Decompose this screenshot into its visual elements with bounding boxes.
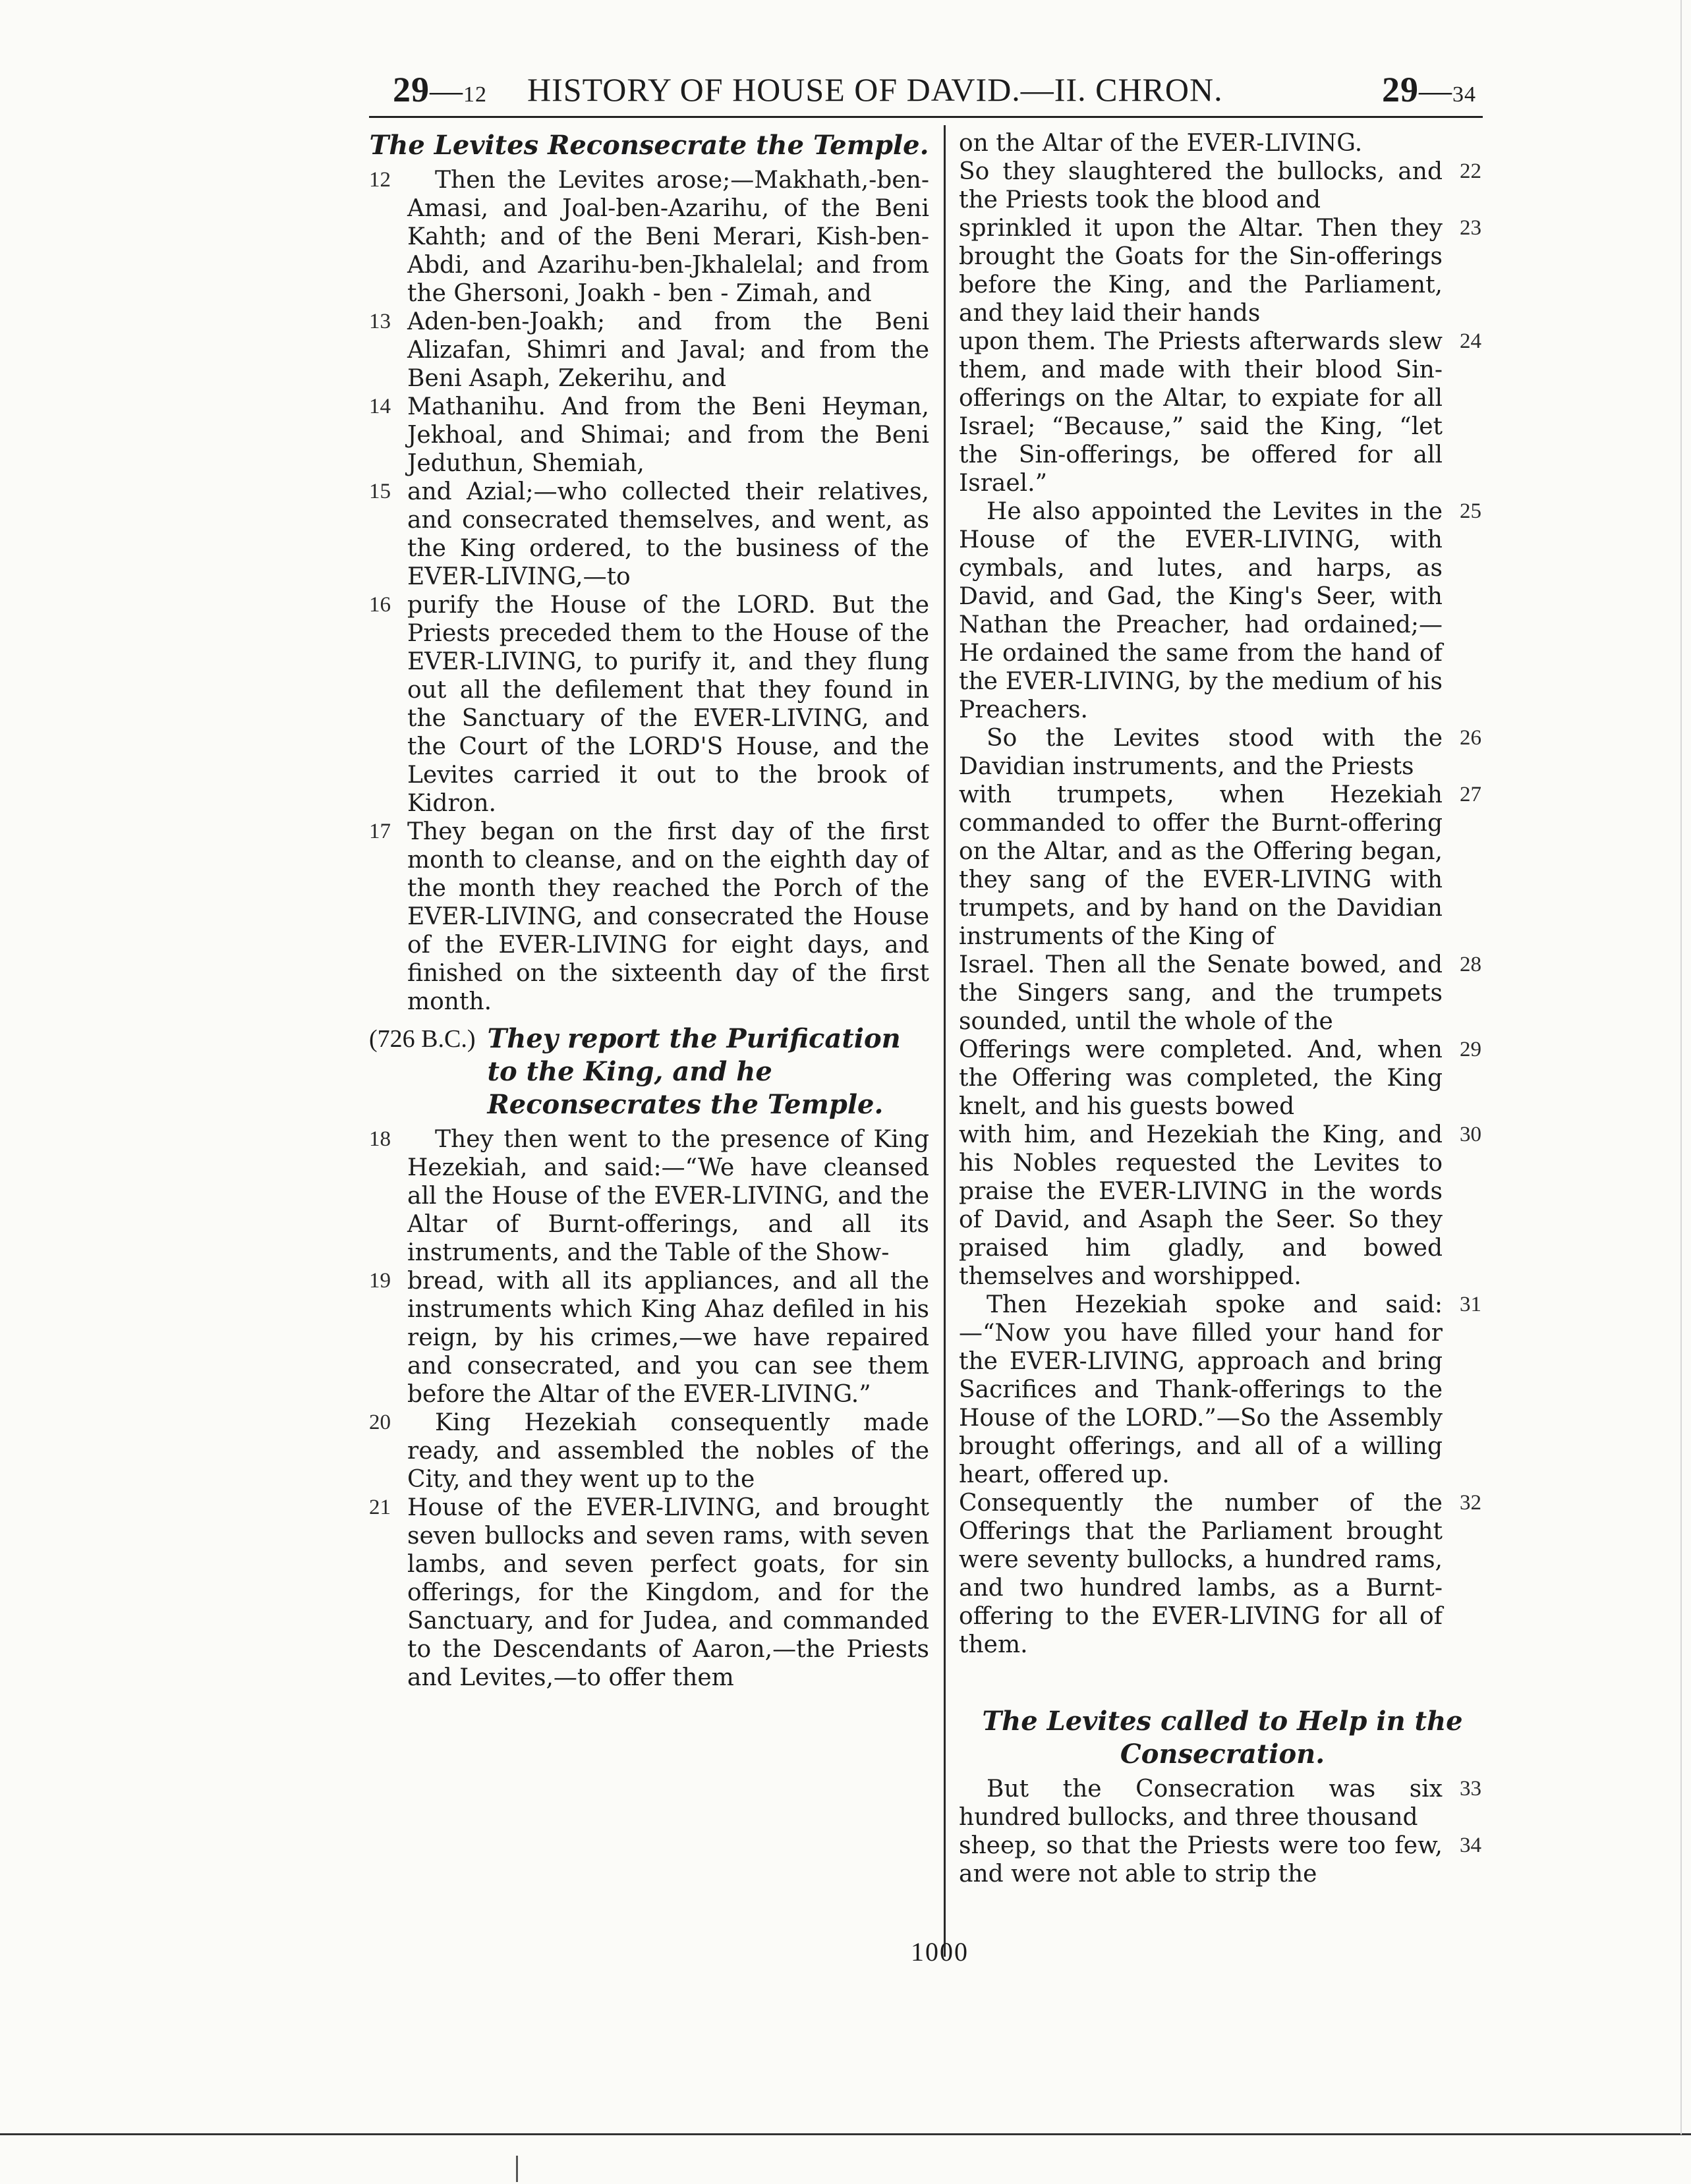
- header-end-ref: 29—34: [1382, 70, 1476, 109]
- verse-text: Then the Levites arose;—Makhath,-ben-Amasi, and Joal-ben-Azarihu, of the Beni Kahth; and of the Beni Merari, Kish-ben-Abdi, and Azarihu-ben-Jkhalelal; and from the Ghersoni, Joakh - ben - Zimah, and: [407, 167, 929, 307]
- verse: [369, 1494, 929, 1692]
- verse-text: with trumpets, when Hezekiah commanded to offer the Burnt-offering on the Altar, and as the Offering began, they sang of the EVER-LIVING with trumpets, and by hand on the Davidian instruments of the King of: [959, 781, 1443, 950]
- header-chapter-end: 29: [1382, 70, 1419, 109]
- verse: [959, 1489, 1486, 1659]
- section-heading-levites-reconsecrate: The Levites Reconsecrate the Temple.: [369, 130, 929, 161]
- verse-text: Offerings were completed. And, when the Offering was completed, the King knelt, and his guests bowed: [959, 1036, 1443, 1120]
- verse: [959, 214, 1486, 327]
- verse-text: upon them. The Priests afterwards slew them, and made with their blood Sin-offerings on the Altar, to expiate for all Israel; “Because,” said the King, “let the Sin-offerings, be offered for all Israel.”: [959, 328, 1443, 497]
- verse-number: 19: [369, 1269, 391, 1293]
- verse: [369, 1267, 929, 1409]
- verse: [369, 308, 929, 393]
- verse: [959, 951, 1486, 1036]
- verse-text: purify the House of the LORD. But the Priests preceded them to the House of the EVER-LIVING, to purify it, and they flung out all the defilement that they found in the Sanctuary of the EVER-LIVING, and the Court of the LORD'S House, and the Levites carried it out to the brook of Kidron.: [407, 592, 929, 817]
- section-heading-purification: [369, 1022, 929, 1121]
- heading-year: (726 B.C.): [369, 1025, 476, 1053]
- verse-number: 14: [369, 395, 391, 418]
- verse-text: So the Levites stood with the Davidian instruments, and the Priests: [959, 725, 1443, 780]
- verse: [959, 497, 1486, 724]
- verse: [959, 1121, 1486, 1291]
- verse-number: 32: [1460, 1491, 1481, 1515]
- verse-text: King Hezekiah consequently made ready, and assembled the nobles of the City, and they went up to the: [407, 1409, 929, 1493]
- right-column: [959, 129, 1486, 1961]
- verse: [369, 1125, 929, 1267]
- verse-number: 29: [1460, 1038, 1481, 1061]
- column-divider: [944, 125, 946, 1957]
- verse-number: 18: [369, 1127, 391, 1151]
- heading-text: They report the Purification to the King, and he Reconsecrates the Temple.: [487, 1023, 901, 1120]
- page-edge-line: [1680, 0, 1682, 2135]
- verse-text: Israel. Then all the Senate bowed, and the Singers sang, and the trumpets sounded, until the whole of the: [959, 951, 1443, 1035]
- verse-text: Consequently the number of the Offerings that the Parliament brought were seventy bullocks, a hundred rams, and two hundred lambs, as a Burnt-offering to the EVER-LIVING for all of them.: [959, 1490, 1443, 1658]
- scan-edge-rule: [0, 2133, 1691, 2135]
- verse-number: 26: [1460, 726, 1481, 750]
- verse-number: 21: [369, 1496, 391, 1519]
- verse-number: 27: [1460, 783, 1481, 806]
- verse-text: Mathanihu. And from the Beni Heyman, Jekhoal, and Shimai; and from the Beni Jeduthun, Shemiah,: [407, 393, 929, 477]
- verse-text: They then went to the presence of King Hezekiah, and said:—“We have cleansed all the House of the EVER-LIVING, and the Altar of Burnt-offerings, and all its instruments, and the Table of the Show-: [407, 1126, 929, 1266]
- verse-number: 13: [369, 310, 391, 333]
- verse: [369, 478, 929, 591]
- header-verse-end: 34: [1452, 82, 1476, 107]
- verse: [959, 1832, 1486, 1888]
- verse-text: sprinkled it upon the Altar. Then they brought the Goats for the Sin-offerings before the King, and the Parliament, and they laid their hands: [959, 215, 1443, 327]
- scan-mark: [516, 2156, 518, 2182]
- verse: [959, 1775, 1486, 1832]
- page-number: 1000: [911, 1937, 969, 1967]
- verse: [959, 781, 1486, 951]
- verse: [959, 724, 1486, 781]
- verse-number: 30: [1460, 1123, 1481, 1146]
- verse: [369, 818, 929, 1016]
- verse: [369, 166, 929, 308]
- verse-number: 12: [369, 168, 391, 192]
- verse-text: They began on the first day of the first month to cleanse, and on the eighth day of the month they reached the Porch of the EVER-LIVING, and consecrated the House of the EVER-LIVING for eight days, and finished on the sixteenth day of the first month.: [407, 818, 929, 1015]
- verse-text: bread, with all its appliances, and all the instruments which King Ahaz defiled in his reign, by his crimes,—we have repaired and consecrated, and you can see them before the Altar of the EVER-LIVING.”: [407, 1268, 929, 1408]
- verse: [959, 157, 1486, 214]
- verse-text: Then Hezekiah spoke and said:—“Now you have filled your hand for the EVER-LIVING, approach and bring Sacrifices and Thank-offerings to the House of the LORD.”—So the Assembly brought offerings, and all of a willing heart, offered up.: [959, 1291, 1443, 1488]
- verse-text: and Azial;—who collected their relatives, and consecrated themselves, and went, as the King ordered, to the business of the EVER-LIVING,—to: [407, 478, 929, 590]
- verse-number: 20: [369, 1411, 391, 1434]
- verse-number: 22: [1460, 159, 1481, 183]
- left-column: [369, 129, 929, 1961]
- verse-text: But the Consecration was six hundred bullocks, and three thousand: [959, 1776, 1443, 1831]
- verse: [959, 129, 1486, 157]
- verse: [369, 1409, 929, 1494]
- verse-number: 17: [369, 820, 391, 843]
- verse-text: on the Altar of the EVER-LIVING.: [959, 130, 1363, 157]
- verse-number: 31: [1460, 1293, 1481, 1316]
- verse-text: House of the EVER-LIVING, and brought seven bullocks and seven rams, with seven lambs, and seven perfect goats, for sin offerings, for the Kingdom, and for the Sanctuary, and for Judea, and commanded to the Descendants of Aaron,—the Priests and Levites,—to offer them: [407, 1494, 929, 1691]
- verse-number: 25: [1460, 499, 1481, 523]
- verse-text: So they slaughtered the bullocks, and the Priests took the blood and: [959, 158, 1443, 213]
- verse-text: Aden-ben-Joakh; and from the Beni Alizafan, Shimri and Javal; and from the Beni Asaph, Zekerihu, and: [407, 308, 929, 392]
- header-chapter-start: 29: [393, 70, 430, 109]
- verse: [959, 327, 1486, 497]
- header-start-ref: 29—12: [393, 70, 487, 109]
- verse: [959, 1036, 1486, 1121]
- verse-text: sheep, so that the Priests were too few, and were not able to strip the: [959, 1832, 1443, 1888]
- verse-number: 33: [1460, 1777, 1481, 1801]
- header-title: HISTORY OF HOUSE OF DAVID.—II. CHRON.: [527, 71, 1223, 108]
- verse-number: 28: [1460, 953, 1481, 976]
- verse: [369, 591, 929, 818]
- verse-number: 24: [1460, 329, 1481, 353]
- verse: [369, 393, 929, 478]
- verse-number: 23: [1460, 216, 1481, 240]
- verse: [959, 1291, 1486, 1489]
- verse-text: He also appointed the Levites in the House of the EVER-LIVING, with cymbals, and lutes, and harps, as David, and Gad, the King's Seer, with Nathan the Preacher, had ordained;—He ordained the same from the hand of the EVER-LIVING, by the medium of his Preachers.: [959, 498, 1443, 723]
- verse-number: 15: [369, 480, 391, 503]
- section-heading-levites-called: The Levites called to Help in the Consecration.: [982, 1706, 1463, 1770]
- running-header: [369, 63, 1483, 118]
- verse-number: 16: [369, 593, 391, 617]
- header-verse-start: 12: [463, 82, 487, 107]
- verse-number: 34: [1460, 1834, 1481, 1857]
- verse-text: with him, and Hezekiah the King, and his Nobles requested the Levites to praise the EVER-LIVING in the words of David, and Asaph the Seer. So they praised him gladly, and bowed themselves and worshipped.: [959, 1121, 1443, 1290]
